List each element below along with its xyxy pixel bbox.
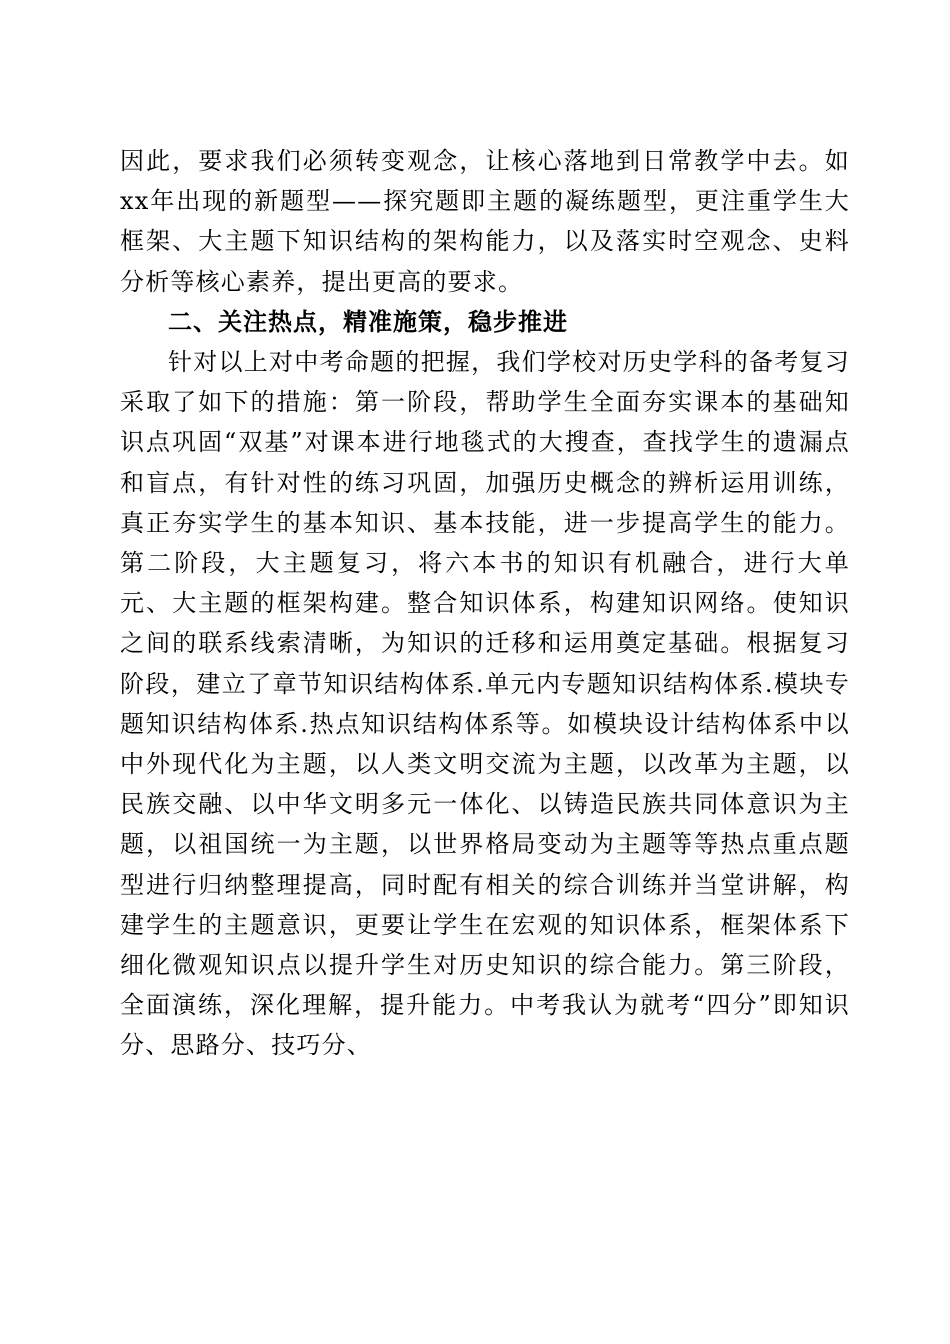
document-body (120, 141, 850, 1066)
section-heading-2: 二、关注热点，精准施策，稳步推进 (168, 307, 568, 336)
paragraph-continued: 因此，要求我们必须转变观念，让核心落地到日常教学中去。如xx年出现的新题型——探究题即主题的凝练题型，更注重学生大框架、大主题下知识结构的架构能力，以及落实时空观念、史料分析等核心素养，提出更高的要求。 (120, 147, 850, 296)
paragraph-main: 针对以上对中考命题的把握，我们学校对历史学科的备考复习采取了如下的措施：第一阶段，帮助学生全面夯实课本的基础知识点巩固“双基”对课本进行地毯式的大搜查，查找学生的遗漏点和盲点，有针对性的练习巩固，加强历史概念的辨析运用训练，真正夯实学生的基本知识、基本技能，进一步提高学生的能力。第二阶段，大主题复习，将六本书的知识有机融合，进行大单元、大主题的框架构建。整合知识体系，构建知识网络。使知识之间的联系线索清晰，为知识的迁移和运用奠定基础。根据复习阶段，建立了章节知识结构体系.单元内专题知识结构体系.模块专题知识结构体系.热点知识结构体系等。如模块设计结构体系中以中外现代化为主题，以人类文明交流为主题，以改革为主题，以民族交融、以中华文明多元一体化、以铸造民族共同体意识为主题，以祖国统一为主题，以世界格局变动为主题等等热点重点题型进行归纳整理提高，同时配有相关的综合训练并当堂讲解，构建学生的主题意识，更要让学生在宏观的知识体系，框架体系下细化微观知识点以提升学生对历史知识的综合能力。第三阶段，全面演练，深化理解，提升能力。中考我认为就考“四分”即知识分、思路分、技巧分、 (120, 348, 850, 1060)
